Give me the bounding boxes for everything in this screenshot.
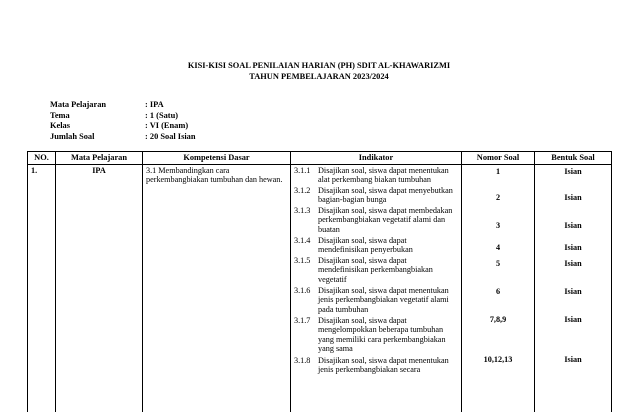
cell-subject: IPA [56, 164, 143, 412]
cell-question-numbers [462, 164, 535, 412]
question-number: 4 [495, 242, 501, 252]
meta-row-count [50, 132, 345, 143]
indicator-item [294, 236, 458, 256]
question-type: Isian [564, 354, 582, 364]
question-number-stack [465, 166, 531, 411]
question-type-stack [538, 166, 608, 411]
question-number: 5 [495, 258, 501, 268]
column-header-number: Nomor Soal [462, 152, 535, 165]
indicator-number: 3.1.1 [294, 165, 311, 175]
meta-label: Jumlah Soal [50, 131, 95, 141]
column-header-kd: Kompetensi Dasar [143, 152, 291, 165]
table-header-row [28, 152, 612, 165]
indicator-number: 3.1.4 [294, 235, 311, 245]
column-header-no: NO. [28, 152, 56, 165]
question-type: Isian [564, 314, 582, 324]
cell-question-types [535, 164, 612, 412]
meta-value: : 1 (Satu) [145, 110, 179, 120]
question-type: Isian [564, 258, 582, 268]
cell-kd: 3.1 Membandingkan cara perkembangbiakan tumbuhan dan hewan. [143, 164, 291, 412]
indicator-text: Disajikan soal, siswa dapat menentukan alat perkembang biakan tumbuhan [318, 165, 449, 185]
document-title: KISI-KISI SOAL PENILAIAN HARIAN (PH) SDIT AL-KHAWARIZMI [187, 61, 451, 70]
indicator-number: 3.1.2 [294, 185, 311, 195]
question-number: 1 [495, 166, 501, 176]
indicator-text: Disajikan soal, siswa dapat mengelompokkan beberapa tumbuhan yang memiliki cara perkembangbiakan yang sama [318, 315, 446, 354]
indicator-number: 3.1.8 [294, 355, 311, 365]
kisi-kisi-table [27, 151, 612, 412]
indicator-number: 3.1.7 [294, 315, 311, 325]
meta-value: : VI (Enam) [145, 121, 189, 130]
indicator-text: Disajikan soal, siswa dapat mendefinisikan perkembangbiakan vegetatif [318, 255, 433, 284]
question-type: Isian [564, 220, 582, 230]
indicator-item [294, 256, 458, 286]
column-header-indicator: Indikator [291, 152, 462, 165]
meta-value: : 20 Soal Isian [145, 131, 196, 141]
document-subtitle: TAHUN PEMBELAJARAN 2023/2024 [249, 72, 389, 81]
indicator-item [294, 206, 458, 236]
meta-label: Kelas [50, 121, 71, 130]
meta-label: Tema [50, 110, 70, 120]
question-type: Isian [564, 242, 582, 252]
meta-row-class [50, 121, 345, 132]
column-header-type: Bentuk Soal [535, 152, 612, 165]
indicator-number: 3.1.5 [294, 255, 311, 265]
indicator-item [294, 166, 458, 186]
indicator-text: Disajikan soal, siswa dapat mendefinisikan penyerbukan [318, 235, 413, 255]
table-row [28, 164, 612, 412]
question-type: Isian [564, 166, 582, 176]
indicator-text: Disajikan soal, siswa dapat menentukan jenis perkembangbiakan vegetatif alami pada tumbuhan [318, 285, 449, 314]
meta-label: Mata Pelajaran [50, 100, 107, 109]
indicator-number: 3.1.6 [294, 285, 311, 295]
question-number: 2 [495, 192, 501, 202]
indicator-item [294, 316, 458, 356]
indicator-number: 3.1.3 [294, 205, 311, 215]
indicator-text: Disajikan soal, siswa dapat menentukan jenis perkembangbiakan secara [318, 355, 449, 375]
indicator-text: Disajikan soal, siswa dapat membedakan perkembangbiakan vegetatif alami dan buatan [318, 205, 453, 234]
indicator-text: Disajikan soal, siswa dapat menyebutkan bagian-bagian bunga [318, 185, 453, 205]
cell-no: 1. [28, 164, 56, 412]
question-number: 10,12,13 [483, 354, 513, 364]
question-type: Isian [564, 286, 582, 296]
question-number: 3 [495, 220, 501, 230]
indicator-item [294, 186, 458, 206]
question-type: Isian [564, 192, 582, 202]
meta-value: : IPA [145, 100, 164, 109]
meta-block [50, 100, 345, 142]
question-number: 7,8,9 [489, 314, 507, 324]
indicator-item [294, 356, 458, 376]
cell-indicators [291, 164, 462, 412]
question-number: 6 [495, 286, 501, 296]
meta-row-theme [50, 111, 345, 122]
indicator-item [294, 286, 458, 316]
meta-row-subject [50, 100, 345, 111]
column-header-subject: Mata Pelajaran [56, 152, 143, 165]
